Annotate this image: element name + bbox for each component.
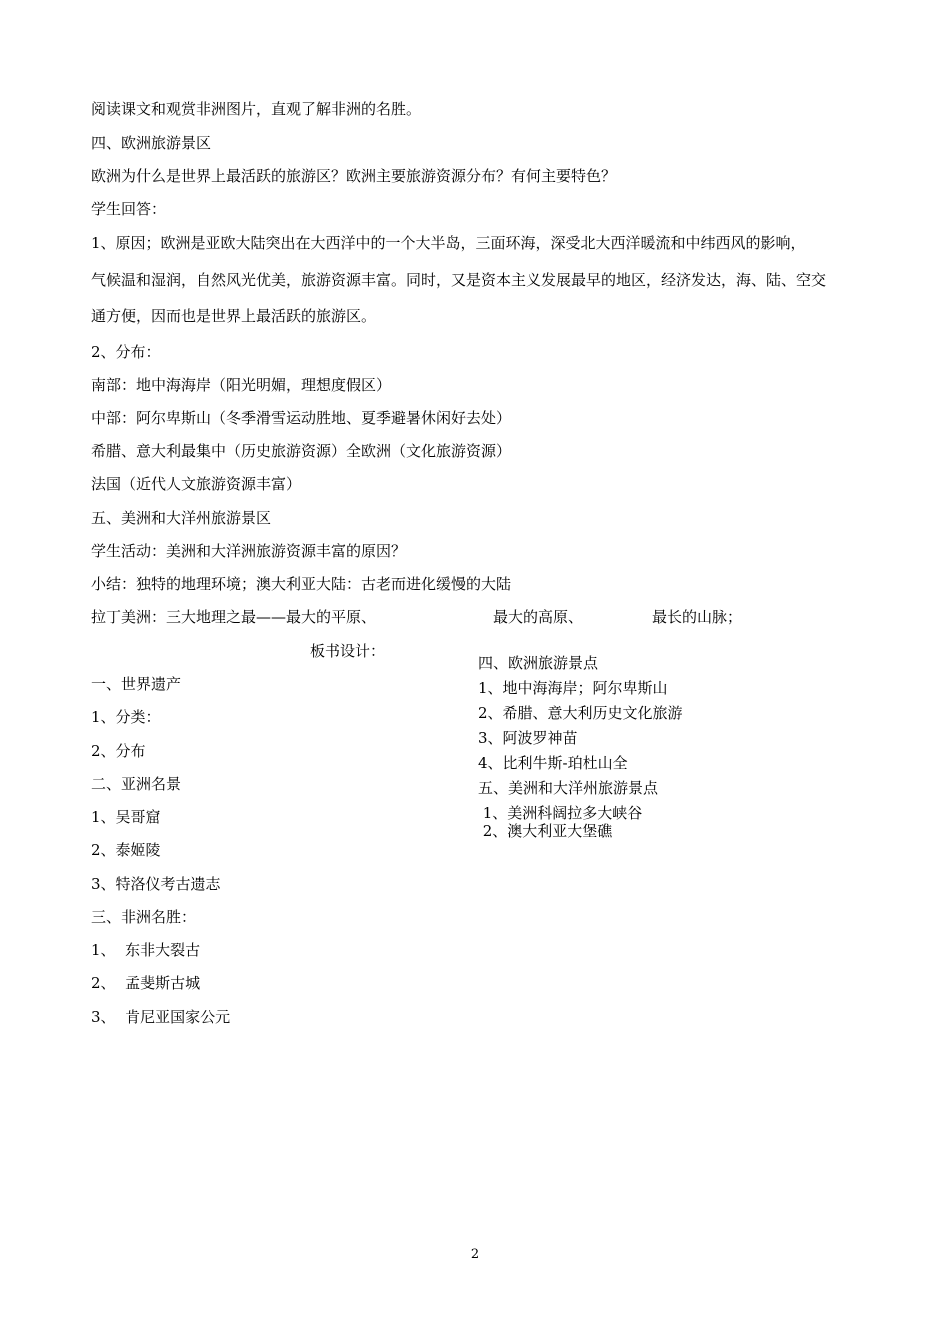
board-left-item: 2、泰姬陵	[91, 841, 161, 859]
reason-line-3: 通方便，因而也是世界上最活跃的旅游区。	[91, 307, 377, 325]
board-left-item: 1、 东非大裂古	[91, 941, 201, 959]
board-right-item: 3、阿波罗神苗	[478, 729, 578, 747]
distribution-central: 中部：阿尔卑斯山（冬季滑雪运动胜地、夏季避暑休闲好去处）	[91, 409, 512, 427]
board-left-item: 3、 肯尼亚国家公元	[91, 1008, 231, 1026]
board-left-item: 1、分类：	[91, 708, 161, 726]
heading-americas-oceania: 五、美洲和大洋州旅游景区	[91, 509, 272, 527]
heading-europe-tourism: 四、欧洲旅游景区	[91, 134, 212, 152]
board-left-item: 1、吴哥窟	[91, 808, 161, 826]
student-activity: 学生活动：美洲和大洋洲旅游资源丰富的原因？	[91, 542, 407, 560]
student-answer-label: 学生回答：	[91, 200, 167, 218]
question-europe: 欧洲为什么是世界上最活跃的旅游区？欧洲主要旅游资源分布？有何主要特色？	[91, 167, 617, 185]
summary: 小结：独特的地理环境；澳大利亚大陆：古老而进化缓慢的大陆	[91, 575, 512, 593]
board-right-item: 五、美洲和大洋州旅游景点	[478, 779, 659, 797]
board-right-item: 4、比利牛斯-珀杜山全	[478, 754, 628, 772]
page-number: 2	[470, 1247, 480, 1262]
board-left-item: 2、 孟斐斯古城	[91, 974, 201, 992]
distribution-heading: 2、分布：	[91, 343, 161, 361]
board-left-item: 二、亚洲名景	[91, 775, 182, 793]
board-left-item: 三、非洲名胜：	[91, 908, 197, 926]
latin-america-part-1: 拉丁美洲：三大地理之最——最大的平原、	[91, 608, 377, 626]
board-left-item: 2、分布	[91, 742, 146, 760]
latin-america-part-3: 最长的山脉；	[652, 608, 743, 626]
board-right-item: 1、地中海海岸；阿尔卑斯山	[478, 679, 668, 697]
board-right-item: 四、欧洲旅游景点	[478, 654, 599, 672]
latin-america-part-2: 最大的高原、	[493, 608, 584, 626]
distribution-greece-italy: 希腊、意大利最集中（历史旅游资源）全欧洲（文化旅游资源）	[91, 442, 512, 460]
board-left-item: 3、特洛仪考古遗志	[91, 875, 221, 893]
reason-line-1: 1、原因；欧洲是亚欧大陆突出在大西洋中的一个大半岛，三面环海，深受北大西洋暖流和中纬西风的影响，	[91, 234, 806, 252]
board-left-item: 一、世界遗产	[91, 675, 182, 693]
paragraph-read-africa: 阅读课文和观赏非洲图片，直观了解非洲的名胜。	[91, 100, 422, 118]
board-design-title: 板书设计：	[310, 642, 386, 660]
board-right-item: 2、希腊、意大利历史文化旅游	[478, 704, 683, 722]
board-right-item: 1、美洲科阔拉多大峡谷	[478, 804, 643, 822]
reason-line-2: 气候温和湿润，自然风光优美，旅游资源丰富。同时，又是资本主义发展最早的地区，经济发达，海、陆、空交	[91, 271, 827, 289]
distribution-south: 南部：地中海海岸（阳光明媚，理想度假区）	[91, 376, 392, 394]
distribution-france: 法国（近代人文旅游资源丰富）	[91, 475, 302, 493]
board-right-item: 2、澳大利亚大堡礁	[478, 822, 613, 840]
